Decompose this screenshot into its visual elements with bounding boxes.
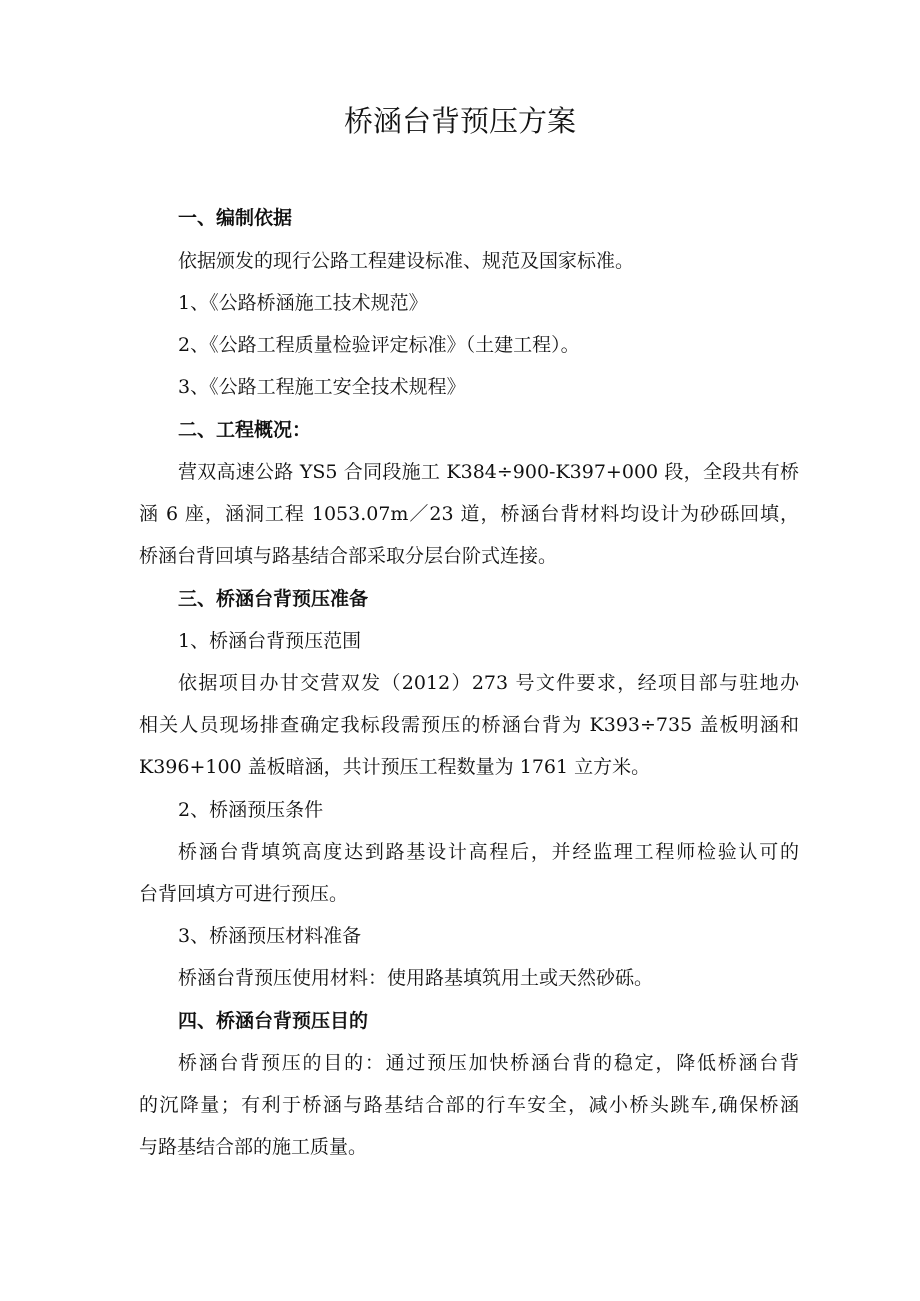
list-item: 2、《公路工程质量检验评定标准》（土建工程）。: [178, 334, 580, 356]
paragraph-line: 桥涵台背回填与路基结合部采取分层台阶式连接。: [139, 545, 558, 567]
section-heading-basis: 一、编制依据: [178, 207, 293, 229]
paragraph-line: K396+100 盖板暗涵，共计预压工程数量为 1761 立方米。: [139, 756, 651, 778]
paragraph-line: 桥涵台背填筑高度达到路基设计高程后，并经监理工程师检验认可的: [178, 841, 799, 863]
paragraph-line: 桥涵台背预压的目的：通过预压加快桥涵台背的稳定，降低桥涵台背: [178, 1052, 799, 1074]
paragraph-line: 相关人员现场排查确定我标段需预压的桥涵台背为 K393÷735 盖板明涵和: [139, 714, 799, 736]
section-heading-purpose: 四、桥涵台背预压目的: [178, 1010, 369, 1032]
paragraph-line: 桥涵台背预压使用材料：使用路基填筑用土或天然砂砾。: [178, 967, 654, 989]
section-heading-overview: 二、工程概况：: [178, 419, 312, 441]
document-title: 桥涵台背预压方案: [343, 104, 576, 138]
paragraph-line: 台背回填方可进行预压。: [139, 883, 349, 905]
paragraph-line: 涵 6 座，涵洞工程 1053.07m／23 道，桥涵台背材料均设计为砂砾回填，: [139, 503, 799, 525]
paragraph-line: 与路基结合部的施工质量。: [139, 1136, 368, 1158]
paragraph-line: 依据项目办甘交营双发（2012）273 号文件要求，经项目部与驻地办: [178, 672, 799, 694]
list-item: 1、《公路桥涵施工技术规范》: [178, 292, 428, 314]
subsection-heading: 2、桥涵预压条件: [178, 799, 324, 821]
section-heading-preparation: 三、桥涵台背预压准备: [178, 588, 369, 610]
list-item: 3、《公路工程施工安全技术规程》: [178, 376, 466, 398]
paragraph-line: 依据颁发的现行公路工程建设标准、规范及国家标准。: [178, 250, 635, 272]
subsection-heading: 3、桥涵预压材料准备: [178, 925, 362, 947]
subsection-heading: 1、桥涵台背预压范围: [178, 630, 362, 652]
paragraph-line: 营双高速公路 YS5 合同段施工 K384÷900-K397+000 段，全段共有桥: [178, 461, 799, 483]
paragraph-line: 的沉降量；有利于桥涵与路基结合部的行车安全，减小桥头跳车,确保桥涵: [139, 1094, 799, 1116]
